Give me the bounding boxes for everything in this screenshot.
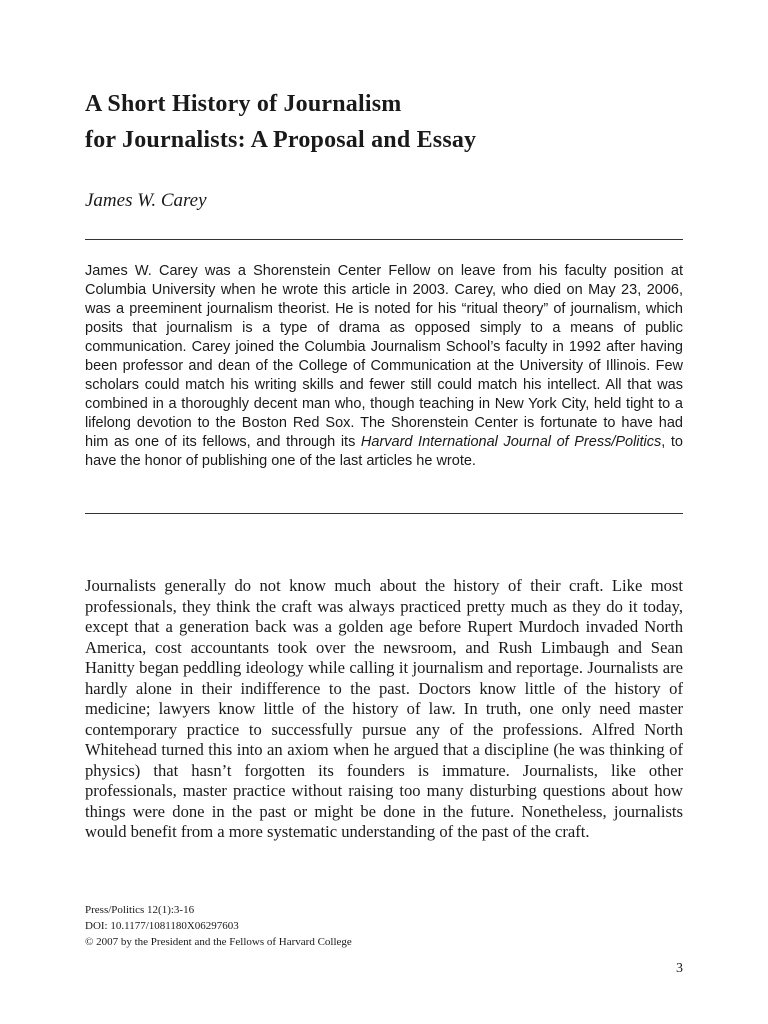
article-title [85,86,476,158]
divider-top [85,239,683,240]
doi: DOI: 10.1177/1081180X06297603 [85,920,239,932]
title-line-1: A Short History of Journalism [85,91,402,117]
publication-footer [85,902,352,950]
article-page [85,0,683,1024]
author-name: James W. Carey [85,190,207,211]
abstract-text-part2: , to have the honor of publishing one of the last articles he wrote. [85,434,683,469]
copyright: © 2007 by the President and the Fellows of Harvard College [85,936,352,948]
abstract-text-part1: James W. Carey was a Shorenstein Center Fellow on leave from his faculty position at Columbia University when he wrote this article in 2003. Carey, who died on May 23, 2006, was a preeminent journalism theorist. He is noted for his “ritual theory” of journalism, which posits that journalism is a type of drama as opposed simply to a means of public communication. Carey joined the Columbia Journalism School’s faculty in 1992 after having been professor and dean of the College of Communication at the University of Illinois. Few scholars could match his writing skills and fewer still could match his intellect. All that was combined in a thoroughly decent man who, though teaching in New York City, held tight to a lifelong devotion to the Boston Red Sox. The Shorenstein Center is fortunate to have had him as one of its fellows, and through its [85,263,683,450]
title-line-2: for Journalists: A Proposal and Essay [85,127,477,153]
journal-name: Harvard International Journal of Press/Politics [360,434,662,450]
page-number: 3 [676,961,683,976]
divider-bottom [85,513,683,514]
citation: Press/Politics 12(1):3-16 [85,904,195,916]
abstract [85,262,683,471]
body-paragraph: Journalists generally do not know much about the history of their craft. Like most professionals, they think the craft was always practiced pretty much as they do it today, except that a generation back was a golden age before Rupert Murdoch invaded North America, cost accountants took over the newsroom, and Rush Limbaugh and Sean Hanitty began peddling ideology while calling it journalism and reportage. Journalists are hardly alone in their indifference to the past. Doctors know little of the history of medicine; lawyers know little of the history of law. In truth, one only need master contemporary practice to successfully pursue any of the professions. Alfred North Whitehead turned this into an axiom when he argued that a discipline (he was thinking of physics) that hasn’t forgotten its founders is immature. Journalists, like other professionals, master practice without raising too many disturbing questions about how things were done in the past or might be done in the future. Nonetheless, journalists would benefit from a more systematic understanding of the past of the craft. [85,576,683,841]
